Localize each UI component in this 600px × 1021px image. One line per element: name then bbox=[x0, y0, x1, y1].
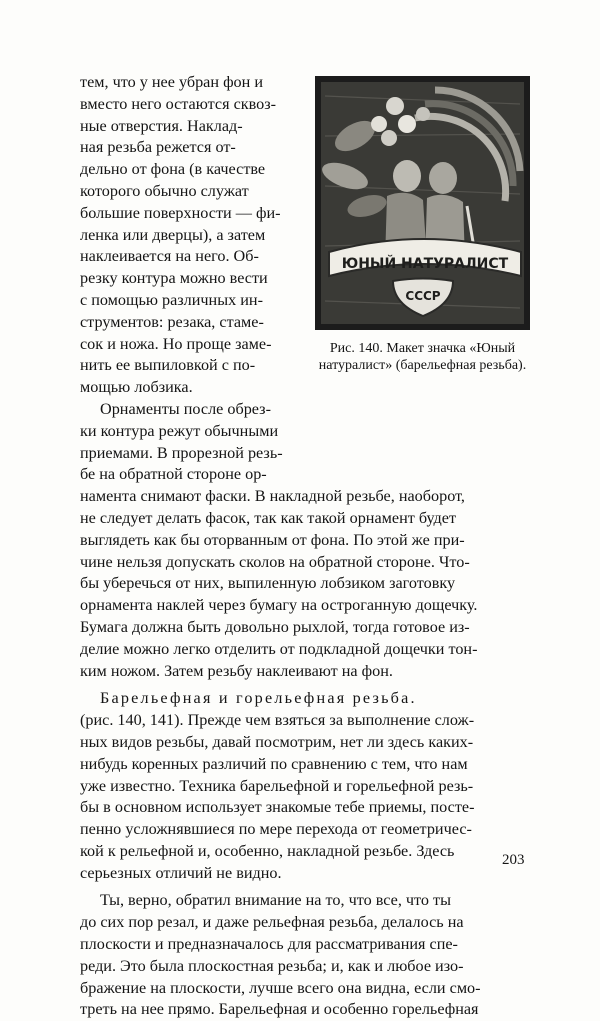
text-line: (рис. 140, 141). Прежде чем взяться за выполнение слож- bbox=[80, 711, 475, 730]
paragraph-2-start bbox=[80, 399, 306, 486]
text-line: не следует делать фасок, так как такой орнамент будет bbox=[80, 508, 457, 527]
text-line: бы уберечься от них, выпиленную лобзиком заготовку bbox=[80, 574, 456, 593]
text-line: приемами. В прорезной резь- bbox=[80, 443, 283, 462]
text-line: ки контура режут обычными bbox=[80, 421, 279, 440]
text-line: выглядеть как бы оторванным от фона. По этой же при- bbox=[80, 530, 465, 549]
paragraph-3 bbox=[80, 688, 530, 884]
text-line: намента снимают фаски. В накладной резьбе, наоборот, bbox=[80, 487, 465, 506]
text-line: с помощью различных ин- bbox=[80, 290, 263, 309]
paragraph-4 bbox=[80, 890, 530, 1021]
text-line: делие можно легко отделить от подкладной дощечки тон- bbox=[80, 639, 478, 658]
text-line: бы в основном использует знакомые тебе приемы, посте- bbox=[80, 798, 475, 817]
text-line: мощью лобзика. bbox=[80, 378, 193, 397]
text-line: ким ножом. Затем резьбу наклеивают на фон. bbox=[80, 661, 393, 680]
text-line: струментов: резака, стаме- bbox=[80, 312, 264, 331]
badge-text-top: ЮНЫЙ НАТУРАЛИСТ bbox=[341, 256, 509, 272]
text-line: реди. Это была плоскостная резьба; и, как и любое изо- bbox=[80, 956, 464, 975]
text-line: Орнаменты после обрез- bbox=[100, 399, 271, 418]
page-number: 203 bbox=[502, 852, 525, 868]
paragraph-2-rest bbox=[80, 486, 530, 682]
text-line: Ты, верно, обратил внимание на то, что все, что ты bbox=[100, 891, 452, 910]
text-line: ных видов резьбы, давай посмотрим, нет ли здесь каких- bbox=[80, 732, 474, 751]
text-line: чине нельзя допускать сколов на обратной стороне. Что- bbox=[80, 552, 470, 571]
paragraph-1 bbox=[80, 72, 306, 399]
text-line: ленка или дверцы), а затем bbox=[80, 225, 266, 244]
text-line: нибудь коренных различий по сравнению с тем, что нам bbox=[80, 754, 468, 773]
text-line: треть на нее прямо. Барельефная и особенно горельефная bbox=[80, 1000, 479, 1019]
figure-caption: Рис. 140. Макет значка «Юный натуралист» (барельефная резьба). bbox=[318, 341, 527, 373]
text-line: пенно усложнявшиеся по мере перехода от геометричес- bbox=[80, 820, 472, 839]
page-body bbox=[80, 72, 530, 1021]
text-line: бражение на плоскости, лучше всего она видна, если смо- bbox=[80, 978, 481, 997]
text-line: орнамента наклей через бумагу на остроганную дощечку. bbox=[80, 596, 478, 615]
text-line: кой к рельефной и, особенно, накладной резьбе. Здесь bbox=[80, 841, 455, 860]
text-line: дельно от фона (в качестве bbox=[80, 160, 266, 179]
text-line: ная резьба режется от- bbox=[80, 138, 236, 157]
text-line: ные отверстия. Наклад- bbox=[80, 116, 243, 135]
text-line: большие поверхности — фи- bbox=[80, 203, 281, 222]
text-line: уже известно. Техника барельефной и горельефной резь- bbox=[80, 776, 474, 795]
text-line: наклеивается на него. Об- bbox=[80, 247, 259, 266]
text-line: вместо него остаются сквоз- bbox=[80, 94, 277, 113]
text-line: сок и ножа. Но проще заме- bbox=[80, 334, 272, 353]
text-line: которого обычно служат bbox=[80, 181, 249, 200]
text-line: до сих пор резал, и даже рельефная резьба, делалось на bbox=[80, 913, 464, 932]
text-line: серьезных отличий не видно. bbox=[80, 863, 282, 882]
badge-text-bottom: СССР bbox=[405, 289, 441, 303]
text-line: бе на обратной стороне ор- bbox=[80, 465, 267, 484]
text-line: резку контура можно вести bbox=[80, 269, 268, 288]
text-line: тем, что у нее убран фон и bbox=[80, 73, 264, 91]
text-line: нить ее выпиловкой с по- bbox=[80, 356, 256, 375]
text-line: Бумага должна быть довольно рыхлой, тогда готовое из- bbox=[80, 617, 470, 636]
section-heading-line: Барельефная и горельефная резьба. bbox=[100, 689, 417, 708]
text-line: плоскости и предназначалось для рассматривания спе- bbox=[80, 935, 458, 954]
